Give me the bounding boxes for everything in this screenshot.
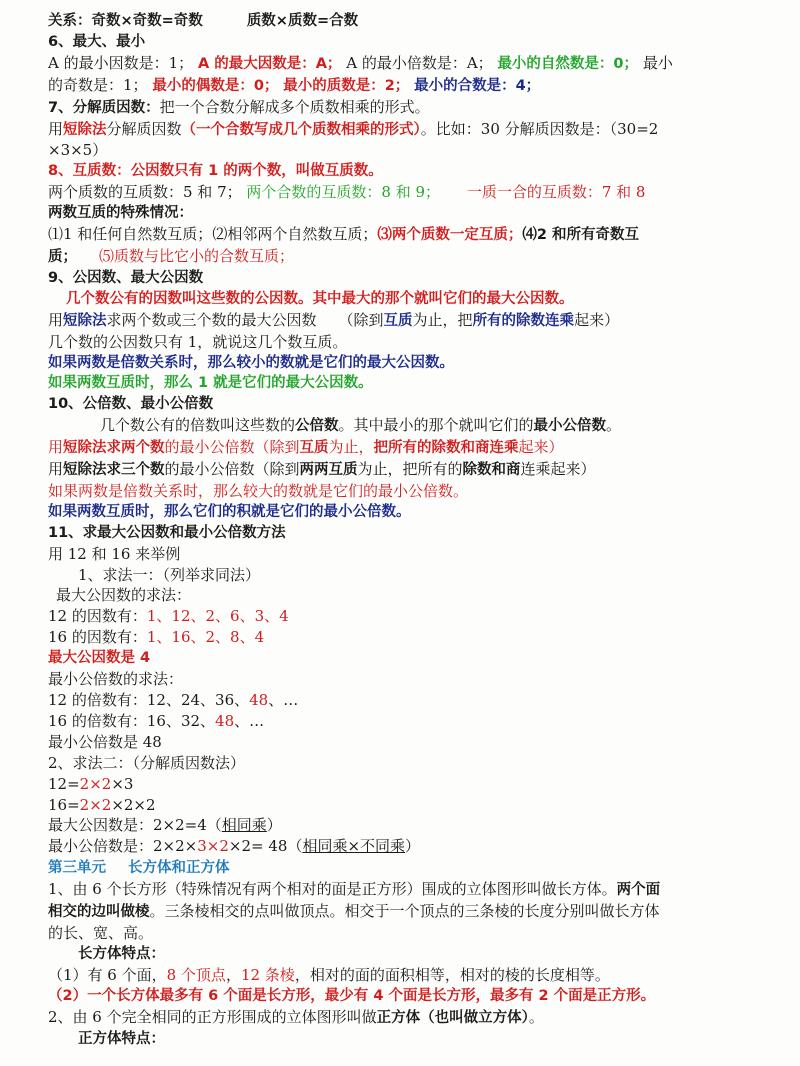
text-7-def: 把一个合数分解成多个质数相乘的形式。 bbox=[159, 97, 430, 116]
text-also-cube: （也叫做立方体） bbox=[420, 1009, 529, 1026]
line-9b bbox=[48, 310, 778, 332]
text-16-eq: 16= bbox=[48, 795, 80, 814]
text-edge-def: 相交的边叫做棱 bbox=[48, 904, 150, 921]
line-u3c: 的长、宽、高。 bbox=[48, 923, 154, 942]
text-period: 。 bbox=[606, 416, 622, 435]
text-16-factor-4: 4 bbox=[254, 628, 265, 647]
line-special: 两数互质的特殊情况： bbox=[48, 205, 193, 222]
line-11g: 最小公倍数的求法： bbox=[48, 670, 184, 689]
text-distinct-factors: 3×2 bbox=[197, 837, 229, 856]
heading-8: 8、互质数：公因数只有 1 的两个数，叫做互质数。 bbox=[48, 163, 383, 180]
unit-3-heading bbox=[48, 857, 778, 879]
line-special-b bbox=[48, 246, 778, 268]
text-rest: ×2×2 bbox=[111, 795, 156, 814]
line-11b: 1、求法一：（列举求同法） bbox=[78, 565, 261, 584]
line-11a: 用 12 和 16 来举例 bbox=[48, 544, 181, 563]
line-9e: 如果两数互质时，那么 1 就是它们的最大公因数。 bbox=[48, 375, 373, 392]
line-9c: 几个数的公因数只有 1，就说这几个数互质。 bbox=[48, 332, 348, 351]
line-u3g bbox=[48, 1007, 778, 1029]
line-11j: 最小公倍数是 48 bbox=[48, 732, 162, 751]
line-6a bbox=[48, 53, 778, 75]
text-coprime: 互质 bbox=[383, 312, 413, 329]
heading-6: 6、最大、最小 bbox=[48, 33, 146, 50]
line-11k: 2、求法二：（分解质因数法） bbox=[48, 753, 246, 772]
text-use: 用 bbox=[48, 119, 64, 138]
line-7c: ×3×5） bbox=[48, 141, 108, 160]
line-u3b bbox=[48, 901, 778, 923]
text-multiply-divisors: 所有的除数连乘 bbox=[472, 312, 575, 329]
heading-10: 10、公倍数、最小公倍数 bbox=[48, 396, 214, 413]
line-11l bbox=[48, 774, 778, 795]
text-lcm-until: 的最小公倍数（除到 bbox=[164, 438, 300, 457]
text-unit-3: 第三单元 bbox=[48, 860, 106, 877]
text-cuboid-def: 1、由 6 个长方形（特殊情况有两个相对的面是正方形）围成的立体图形叫做长方体。 bbox=[48, 880, 617, 899]
line-relation bbox=[48, 10, 778, 32]
line-u3f: （2）一个长方体最多有 6 个面是长方形，最少有 4 个面是长方形，最多有 2 个面是正方形。 bbox=[48, 987, 656, 1004]
text-common-factor: 2×2 bbox=[79, 795, 112, 814]
text-7-example: 。比如：30 分解质因数是：（30=2 bbox=[420, 119, 659, 138]
text-cube-def: 2、由 6 个完全相同的正方形围成的立体图形叫做 bbox=[48, 1007, 377, 1026]
text-together: 起来） bbox=[574, 310, 620, 329]
line-u3e bbox=[48, 965, 778, 986]
text-12-eq: 12= bbox=[48, 774, 80, 793]
text-6-faces: （1）有 6 个面， bbox=[48, 965, 167, 984]
text-close-paren: ） bbox=[266, 816, 282, 835]
text-cube: 正方体 bbox=[376, 1009, 421, 1026]
text-12-multiples: 12 的倍数有：12、24、36、 bbox=[48, 691, 250, 709]
line-11d bbox=[48, 606, 778, 627]
heading-11: 11、求最大公因数和最小公倍数方法 bbox=[48, 524, 286, 541]
text-pairwise-coprime: 两两互质 bbox=[299, 462, 358, 479]
text-min-even: 最小的偶数是：0； bbox=[152, 77, 279, 94]
text-7-paren: （一个合数写成几个质数相乘的形式） bbox=[181, 121, 421, 138]
text-use: 用 bbox=[48, 460, 64, 479]
text-two-composites: 两个合数的互质数：8 和 9； bbox=[246, 183, 441, 202]
text-special-4: ⑷2 和所有奇数互 bbox=[522, 227, 639, 244]
line-11f: 最大公因数是 4 bbox=[48, 650, 151, 667]
text-short-division: 短除法 bbox=[63, 312, 107, 329]
line-9d: 如果两数是倍数关系时，那么较小的数就是它们的最大公因数。 bbox=[48, 354, 454, 371]
text-multiply-together: 连乘起来） bbox=[520, 460, 596, 479]
text-16-factors: 16 的因数有： bbox=[48, 628, 147, 647]
line-8a bbox=[48, 182, 778, 203]
text-factorize: 分解质因数 bbox=[106, 119, 182, 138]
text-common-multiple: 公倍数 bbox=[295, 418, 339, 435]
line-special-a bbox=[48, 224, 778, 246]
text-special-1-2: ⑴1 和任何自然数互质；⑵相邻两个自然数互质； bbox=[48, 225, 378, 244]
line-11o bbox=[48, 836, 778, 857]
text-special-5: ⑸质数与比它小的合数互质； bbox=[99, 246, 295, 265]
text-stop: 为止，把 bbox=[412, 310, 473, 329]
text-12-factor-4: 4 bbox=[279, 607, 289, 626]
text-gcd-result: 最大公因数是：2×2=4（ bbox=[48, 816, 222, 835]
text-lcm: 最小公倍数 bbox=[533, 418, 607, 435]
line-u3h: 正方体特点： bbox=[78, 1030, 165, 1047]
text-multiply-all: 把所有的除数和商连乘 bbox=[373, 440, 519, 457]
heading-9: 9、公因数、最大公因数 bbox=[48, 269, 204, 286]
text-use: 用 bbox=[48, 310, 64, 329]
text-stop-all: 为止，把所有的 bbox=[357, 460, 463, 479]
text-8-vertices: 8 个顶点 bbox=[166, 965, 226, 984]
text-special-4-end: 质； bbox=[48, 248, 77, 265]
line-10a bbox=[48, 415, 778, 437]
text-together: 起来） bbox=[518, 438, 564, 457]
text-16-factor-list: 1、16、2、8、 bbox=[146, 628, 255, 647]
text-special-3: ⑶两个质数一定互质； bbox=[377, 227, 523, 244]
text-same-diff-multiply: 相同乘×不同乘 bbox=[302, 837, 406, 856]
relation-prime: 质数×质数=合数 bbox=[246, 13, 359, 29]
text-comma: ， bbox=[225, 965, 241, 984]
text-lcm-result: 最小公倍数是：2×2× bbox=[48, 837, 198, 856]
text-min-odd: 的奇数是：1； bbox=[48, 75, 148, 94]
text-16-multiples: 16 的倍数有：16、32、 bbox=[48, 711, 216, 730]
line-u3a bbox=[48, 879, 778, 901]
heading-7: 7、分解质因数： bbox=[48, 99, 160, 116]
text-same-multiply: 相同乘 bbox=[221, 816, 267, 835]
text-two-numbers: 短除法求两个数 bbox=[63, 440, 165, 457]
line-7 bbox=[48, 97, 778, 119]
text-a-min-factor: A 的最小因数是：1； bbox=[48, 53, 194, 72]
line-10b bbox=[48, 437, 778, 459]
text-min-prime: 最小的质数是：2； bbox=[283, 77, 410, 94]
line-10c bbox=[48, 459, 778, 481]
text-close-paren: ） bbox=[405, 837, 421, 856]
line-6b bbox=[48, 75, 778, 97]
text-divisor-quotient: 除数和商 bbox=[462, 462, 521, 479]
text-min-composite: 最小的合数是：4； bbox=[414, 77, 541, 94]
text-three-numbers: 短除法求三个数 bbox=[63, 462, 165, 479]
text-common-factor: 2×2 bbox=[79, 774, 112, 793]
relation-odd: 关系：奇数×奇数=奇数 bbox=[48, 13, 203, 29]
text-short-division: 短除法 bbox=[63, 121, 107, 138]
text-ellipsis: 、… bbox=[268, 691, 299, 709]
text-cuboid-cube: 长方体和正方体 bbox=[128, 860, 230, 877]
text-stop: 为止， bbox=[328, 438, 374, 457]
line-9a: 几个数公有的因数叫这些数的公因数。其中最大的那个就叫它们的最大公因数。 bbox=[66, 290, 574, 307]
text-ellipsis: 、… bbox=[234, 711, 265, 730]
text-until: （除到 bbox=[338, 310, 384, 329]
text-rest: ×3 bbox=[111, 774, 134, 793]
text-vertex-def: 。三条棱相交的点叫做顶点。相交于一个顶点的三条棱的长度分别叫做长方体 bbox=[149, 902, 660, 921]
line-11c: 最大公因数的求法： bbox=[56, 586, 192, 605]
text-min-natural: 最小的自然数是：0； bbox=[497, 55, 639, 72]
text-use: 用 bbox=[48, 438, 64, 457]
text-two-faces: 两个面 bbox=[616, 882, 661, 899]
line-11m bbox=[48, 795, 778, 816]
text-cm-def: 几个数公有的倍数叫这些数的 bbox=[100, 416, 296, 435]
text-two-primes: 两个质数的互质数：5 和 7； bbox=[48, 183, 242, 202]
text-lcm-until: 的最小公倍数（除到 bbox=[164, 460, 300, 479]
line-10d: 如果两数是倍数关系时，那么较大的数就是它们的最小公倍数。 bbox=[48, 481, 469, 500]
text-a-min-multiple: A 的最小倍数是：A； bbox=[346, 53, 493, 72]
text-12-multiple-48: 48 bbox=[249, 691, 269, 709]
line-u3d: 长方体特点： bbox=[78, 945, 165, 962]
text-12-factors: 12 的因数有： bbox=[48, 607, 147, 626]
text-gcd-method: 求两个数或三个数的最大公因数 bbox=[106, 310, 317, 329]
text-16-multiple-48: 48 bbox=[215, 711, 235, 730]
text-a-max-factor: A 的最大因数是：A； bbox=[197, 55, 342, 72]
line-11i bbox=[48, 711, 778, 732]
text-period: 。 bbox=[528, 1007, 544, 1026]
line-11e bbox=[48, 627, 778, 648]
line-7b bbox=[48, 119, 778, 141]
text-coprime: 互质 bbox=[299, 440, 329, 457]
text-12-factor-list: 1、12、2、6、3、 bbox=[146, 607, 280, 626]
line-10e: 如果两数互质时，那么它们的积就是它们的最小公倍数。 bbox=[48, 503, 411, 520]
text-faces-edges-equal: ，相对的面的面积相等，相对的棱的长度相等。 bbox=[294, 965, 610, 984]
text-min-def: 。其中最小的那个就叫它们的 bbox=[338, 416, 534, 435]
line-11n bbox=[48, 815, 778, 836]
text-prime-composite: 一质一合的互质数：7 和 8 bbox=[466, 183, 646, 202]
text-lcm-value: ×2= 48（ bbox=[228, 837, 303, 856]
text-12-edges: 12 条棱 bbox=[240, 965, 295, 984]
line-11h bbox=[48, 690, 778, 711]
text-min: 最小 bbox=[642, 53, 673, 72]
